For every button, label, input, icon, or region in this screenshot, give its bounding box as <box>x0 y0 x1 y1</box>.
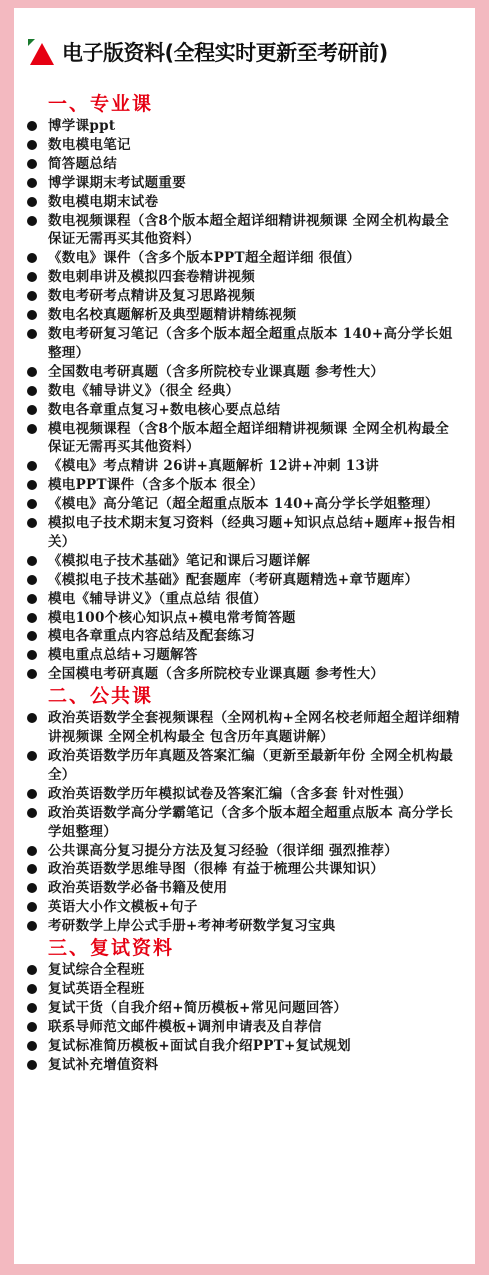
list-item: 《数电》课件（含多个版本PPT超全超详细 很值） <box>26 249 466 268</box>
list-item: 政治英语数学全套视频课程（全网机构+全网名校老师超全超详细精讲视频课 全网全机构最全 包含历年真题讲解） <box>26 709 466 747</box>
list-item: 复试英语全程班 <box>26 980 466 999</box>
list-item: 《模电》考点精讲 26讲+真题解析 12讲+冲刺 13讲 <box>26 457 466 476</box>
list-item: 数电模电笔记 <box>26 136 466 155</box>
resource-list <box>26 961 466 1074</box>
list-item: 联系导师范文邮件模板+调剂申请表及自荐信 <box>26 1018 466 1037</box>
section-title: 一、专业课 <box>48 93 154 115</box>
list-item: 模电PPT课件（含多个版本 很全） <box>26 476 466 495</box>
document-body <box>26 92 466 1075</box>
list-item: 《模拟电子技术基础》配套题库（考研真题精选+章节题库） <box>26 571 466 590</box>
list-item: 复试标准简历模板+面试自我介绍PPT+复试规划 <box>26 1037 466 1056</box>
list-item: 政治英语数学思维导图（很棒 有益于梳理公共课知识） <box>26 860 466 879</box>
list-item: 数电考研复习笔记（含多个版本超全超重点版本 140+高分学长姐整理） <box>26 325 466 363</box>
list-item: 数电《辅导讲义》（很全 经典） <box>26 382 466 401</box>
section-title: 三、复试资料 <box>48 937 175 960</box>
page-title: 电子版资料(全程实时更新至考研前) <box>62 41 388 65</box>
list-item: 全国模电考研真题（含多所院校专业课真题 参考性大） <box>26 665 466 684</box>
list-item: 模电《辅导讲义》（重点总结 很值） <box>26 590 466 609</box>
list-item: 数电视频课程（含8个版本超全超详细精讲视频课 全网全机构最全 保证无需再买其他资料） <box>26 212 466 250</box>
list-item: 政治英语数学必备书籍及使用 <box>26 879 466 898</box>
list-item: 英语大小作文模板+句子 <box>26 898 466 917</box>
list-item: 复试干货（自我介绍+简历模板+常见问题回答） <box>26 999 466 1018</box>
resource-list <box>26 117 466 684</box>
list-item: 公共课高分复习提分方法及复习经验（很详细 强烈推荐） <box>26 842 466 861</box>
list-item: 复试综合全程班 <box>26 961 466 980</box>
list-item: 模电视频课程（含8个版本超全超详细精讲视频课 全网全机构最全 保证无需再买其他资料） <box>26 420 466 458</box>
section-public-courses <box>26 684 466 936</box>
warning-triangle-icon <box>28 37 56 67</box>
section-title: 二、公共课 <box>48 685 154 708</box>
list-item: 《模拟电子技术基础》笔记和课后习题详解 <box>26 552 466 571</box>
list-item: 政治英语数学历年真题及答案汇编（更新至最新年份 全网全机构最全） <box>26 747 466 785</box>
list-item: 全国数电考研真题（含多所院校专业课真题 参考性大） <box>26 363 466 382</box>
section-major-courses <box>26 92 466 684</box>
list-item: 数电考研考点精讲及复习思路视频 <box>26 287 466 306</box>
list-item: 简答题总结 <box>26 155 466 174</box>
page-header <box>28 30 468 74</box>
list-item: 博学课期末考试题重要 <box>26 174 466 193</box>
list-item: 政治英语数学高分学霸笔记（含多个版本超全超重点版本 高分学长学姐整理） <box>26 804 466 842</box>
list-item: 数电名校真题解析及典型题精讲精练视频 <box>26 306 466 325</box>
list-item: 考研数学上岸公式手册+考神考研数学复习宝典 <box>26 917 466 936</box>
list-item: 模电100个核心知识点+模电常考简答题 <box>26 609 466 628</box>
resource-list <box>26 709 466 936</box>
list-item: 模电重点总结+习题解答 <box>26 646 466 665</box>
section-retest-materials <box>26 936 466 1074</box>
list-item: 政治英语数学历年模拟试卷及答案汇编（含多套 针对性强） <box>26 785 466 804</box>
list-item: 复试补充增值资料 <box>26 1056 466 1075</box>
list-item: 数电刺串讲及模拟四套卷精讲视频 <box>26 268 466 287</box>
list-item: 数电模电期末试卷 <box>26 193 466 212</box>
list-item: 模拟电子技术期末复习资料（经典习题+知识点总结+题库+报告相关） <box>26 514 466 552</box>
list-item: 博学课ppt <box>26 117 466 136</box>
list-item: 《模电》高分笔记（超全超重点版本 140+高分学长学姐整理） <box>26 495 466 514</box>
list-item: 数电各章重点复习+数电核心要点总结 <box>26 401 466 420</box>
list-item: 模电各章重点内容总结及配套练习 <box>26 627 466 646</box>
